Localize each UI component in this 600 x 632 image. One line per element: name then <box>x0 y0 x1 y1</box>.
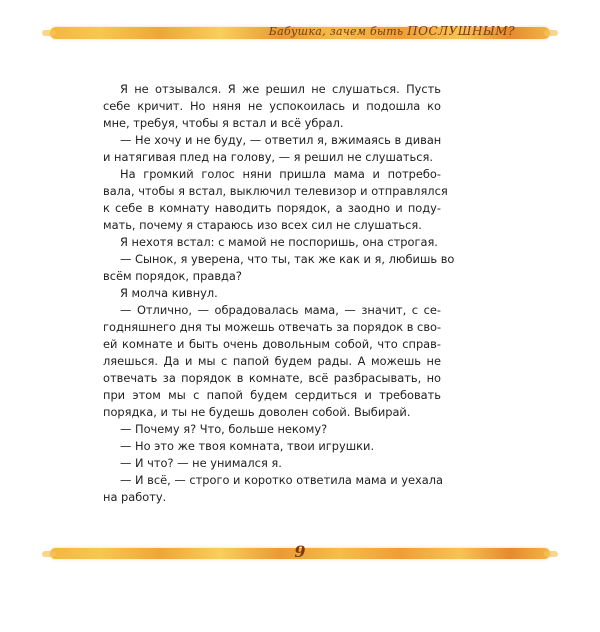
text-line: мать, почему я стараюсь изо всех сил не слушаться. <box>103 218 422 232</box>
text-line: к себе в комнату наводить порядок, а заодно и поду- <box>103 201 441 215</box>
text-line: — Не хочу и не буду, — ответил я, вжимаясь в диван <box>120 133 442 147</box>
text-line: На громкий голос няни пришла мама и потребо- <box>120 167 441 181</box>
text-line: порядка, и ты не будешь доволен собой. Выбирай. <box>103 405 411 419</box>
text-line: мне, требуя, чтобы я встал и всё убрал. <box>103 116 344 130</box>
body-text <box>103 81 455 506</box>
running-header <box>269 24 515 38</box>
text-line: Я нехотя встал: с мамой не поспоришь, она строгая. <box>120 235 438 249</box>
running-header-highlight: ПОСЛУШНЫМ? <box>407 24 515 38</box>
running-header-text: Бабушка, зачем быть <box>268 25 408 38</box>
text-line: — И что? — не унимался я. <box>120 456 282 470</box>
text-line: отвечать за порядок в комнате, всё разбрасывать, но <box>103 371 441 385</box>
text-line: — Почему я? Что, больше некому? <box>120 422 328 436</box>
text-line: — Но это же твоя комната, твои игрушки. <box>120 439 375 453</box>
text-line: ей комнате и быть очень довольным собой, что справ- <box>103 337 441 351</box>
text-line: вала, чтобы я встал, выключил телевизор и отправлялся <box>103 184 448 198</box>
text-line: — Сынок, я уверена, что ты, так же как и я, любишь во <box>120 252 455 266</box>
text-line: на работу. <box>103 490 167 504</box>
text-line: Я молча кивнул. <box>120 286 218 300</box>
text-line: при этом мы с папой будем сердиться и требовать <box>103 388 441 402</box>
text-line: ляешься. Да и мы с папой будем рады. А можешь не <box>103 354 441 368</box>
text-line: — И всё, — строго и коротко ответила мама и уехала <box>120 473 444 487</box>
text-line: Я не отзывался. Я же решил не слушаться. Пусть <box>120 82 441 96</box>
text-line: всём порядок, правда? <box>103 269 242 283</box>
text-line: себе кричит. Но няня не успокоилась и подошла ко <box>103 99 441 113</box>
text-line: и натягивая плед на голову, — я решил не слушаться. <box>103 150 433 164</box>
text-line: — Отлично, — обрадовалась мама, — значит, с се- <box>120 303 441 317</box>
page-number: 9 <box>294 542 306 561</box>
text-line: годняшнего дня ты можешь отвечать за порядок в сво- <box>103 320 442 334</box>
